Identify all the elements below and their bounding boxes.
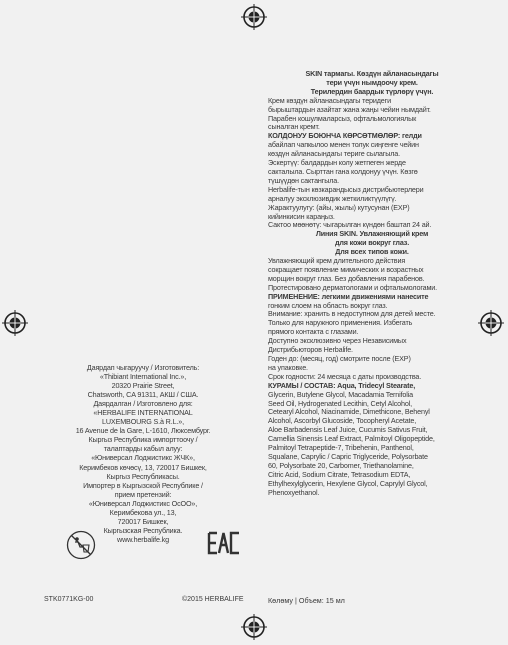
- description-line: прямого контакта с глазами.: [268, 328, 359, 337]
- manufacturer-line: 16 Avenue de la Gare, L-1610, Люксембург.: [75, 426, 211, 436]
- registration-mark-left: [2, 310, 28, 336]
- product-code: STK0771KG-00: [44, 596, 94, 603]
- description-line: Для всех типов кожи.: [335, 248, 409, 257]
- registration-mark-top: [241, 4, 267, 30]
- description-line: көздүн айланасындагы териге сылагыла.: [268, 150, 400, 159]
- description-line: ПРИМЕНЕНИЕ: легкими движениями нанесите: [268, 292, 429, 301]
- volume-text: Көлөму | Объем: 15 мл: [268, 596, 345, 605]
- description-line: SKIN тармагы. Көздүн айланасындагы: [305, 70, 439, 78]
- product-description-column: [268, 70, 476, 498]
- recycle-icon: [66, 530, 96, 560]
- manufacturer-line: Даярдап чыгаруучу / Изготовитель:: [86, 363, 200, 372]
- description-line: Glycerin, Butylene Glycol, Macadamia Ternifolia: [268, 390, 414, 399]
- description-line: Squalane, Caprylic / Capric Triglyceride, Polysorbate: [268, 452, 428, 461]
- registration-mark-bottom: [241, 614, 267, 640]
- description-line: Протестировано дерматологами и офтальмологами.: [268, 283, 437, 292]
- description-line: Срок годности: 24 месяца с даты производства.: [268, 372, 422, 381]
- description-line: сыналган кремт.: [268, 123, 320, 132]
- manufacturer-line: Кыргыз Республикасы.: [106, 471, 180, 481]
- manufacturer-line: Керимбеков көчөсү, 13, 720017 Бишкек,: [79, 462, 207, 472]
- manufacturer-line: Керимбекова ул., 13,: [109, 507, 177, 517]
- manufacturer-line: LUXEMBOURG S.à R.L.»,: [102, 417, 184, 427]
- description-line: Palmitoyl Tetrapeptide-7, Tribehenin, Panthenol,: [268, 444, 414, 453]
- description-line: КОЛДОНУУ БОЮНЧА КӨРСӨТМӨЛӨР: гелди: [268, 132, 422, 141]
- eac-conformity-mark: [207, 530, 241, 556]
- description-line: арналуу эксклюзивдик жеткиликтүүлүгү.: [268, 194, 397, 203]
- description-line: Крем көздүн айланасындагы теридеги: [268, 96, 391, 105]
- description-line: түшүүдөн сактангыла.: [268, 176, 339, 185]
- description-line: Camellia Sinensis Leaf Extract, Palmitoyl Oligopeptide,: [268, 435, 435, 444]
- description-line: 60, Polysorbate 20, Carbomer, Triethanolamine,: [268, 461, 414, 470]
- description-line: Терилердин баардык түрлөрү үчүн.: [310, 87, 434, 96]
- description-line: гонким слоем на область вокруг глаз.: [268, 301, 388, 310]
- description-line: Эскертүү: балдардын колу жетпеген жерде: [268, 159, 406, 168]
- description-line: сакталыла. Сырттан гана колдонуу үчүн. Көзгө: [268, 167, 418, 176]
- description-line: Годен до: (месяц, год) смотрите после (EXP): [268, 355, 411, 363]
- manufacturer-line: www.herbalife.kg: [117, 534, 169, 544]
- description-line: для кожи вокруг глаз.: [334, 239, 410, 248]
- description-line: Seed Oil, Hydrogenated Lecithin, Cetyl Alcohol,: [268, 399, 412, 408]
- manufacturer-line: прием претензий:: [114, 489, 172, 499]
- description-line: Парабен кошулмаларсыз, офтальмологиялык: [268, 114, 417, 123]
- description-line: на упаковке.: [268, 363, 308, 372]
- description-line: Увлажняющий крем длительного действия: [268, 257, 406, 266]
- description-line: Линия SKIN. Увлажняющий крем: [315, 230, 429, 239]
- registration-mark-right: [478, 310, 504, 336]
- description-line: абайлап чапкылоо менен толук сиңгенге чейин: [268, 141, 419, 150]
- manufacturer-line: «HERBALIFE INTERNATIONAL: [93, 408, 193, 418]
- description-line: морщин вокруг глаз. Без добавления парабенов.: [268, 274, 425, 283]
- description-line: тери үчүн нымдоочу крем.: [326, 78, 418, 87]
- description-line: Жарактуулугу: (айы, жылы) кутусунан (EXP): [268, 203, 410, 212]
- description-line: Сактоо мөөнөтү: чыгарылган күндөн баштап 24 ай.: [268, 221, 432, 230]
- description-line: Cetearyl Alcohol, Niacinamide, Dimethicone, Behenyl: [268, 408, 430, 417]
- description-line: Дистрибьюторов Herbalife.: [268, 346, 353, 355]
- manufacturer-line: «Юниверсал Лоджистикс ОсОО»,: [88, 498, 198, 508]
- description-line: Alcohol, Ascorbyl Glucoside, Tocopheryl Acetate,: [268, 417, 417, 426]
- description-line: Herbalife-тын көзкарандысыз дистрибьютерлери: [268, 185, 424, 194]
- manufacturer-line: «Thibiant International Inc.»,: [99, 372, 187, 382]
- description-line: Phenoxyethanol.: [268, 488, 320, 497]
- description-line: сокращает появление мимических и возрастных: [268, 265, 424, 274]
- description-line: кийинкисин караңыз.: [268, 212, 335, 221]
- manufacturer-line: Даярдалган / Изготовлено для:: [93, 399, 193, 409]
- manufacturer-line: Кыргыз Республика импорттоочу /: [88, 435, 198, 445]
- description-line: Ethylhexylglycerin, Hexylene Glycol, Caprylyl Glycol,: [268, 479, 428, 488]
- copyright-text: ©2015 HERBALIFE: [182, 596, 244, 603]
- manufacturer-line: Chatsworth, CA 91311, АКШ / США.: [87, 390, 199, 400]
- description-line: Citric Acid, Sodium Citrate, Tetrasodium EDTA,: [268, 470, 411, 479]
- description-line: Aloe Barbadensis Leaf Juice, Cucumis Sativus Fruit,: [268, 426, 428, 435]
- description-line: Внимание: хранить в недоступном для детей месте.: [268, 310, 436, 319]
- manufacturer-line: Кыргызская Республика.: [103, 525, 183, 535]
- manufacturer-info-column: [40, 363, 246, 544]
- description-line: Доступно эксклюзивно через Независимых: [268, 337, 407, 346]
- description-line: бырыштардын азайтат жана жаңы чейин нымдайт.: [268, 105, 431, 114]
- manufacturer-line: Импортер в Кыргызской Республике /: [83, 480, 203, 490]
- manufacturer-line: «Юниверсал Лоджистикс ЖЧК»,: [91, 453, 195, 463]
- manufacturer-line: 720017 Бишкек,: [117, 516, 169, 526]
- manufacturer-line: талаптарды кабыл алуу:: [103, 444, 183, 454]
- description-line: Только для наружного применения. Избегать: [268, 319, 413, 328]
- description-line: КУРАМЫ / СОСТАВ: Aqua, Tridecyl Stearate,: [268, 381, 416, 390]
- manufacturer-line: 20320 Prairie Street,: [111, 381, 175, 391]
